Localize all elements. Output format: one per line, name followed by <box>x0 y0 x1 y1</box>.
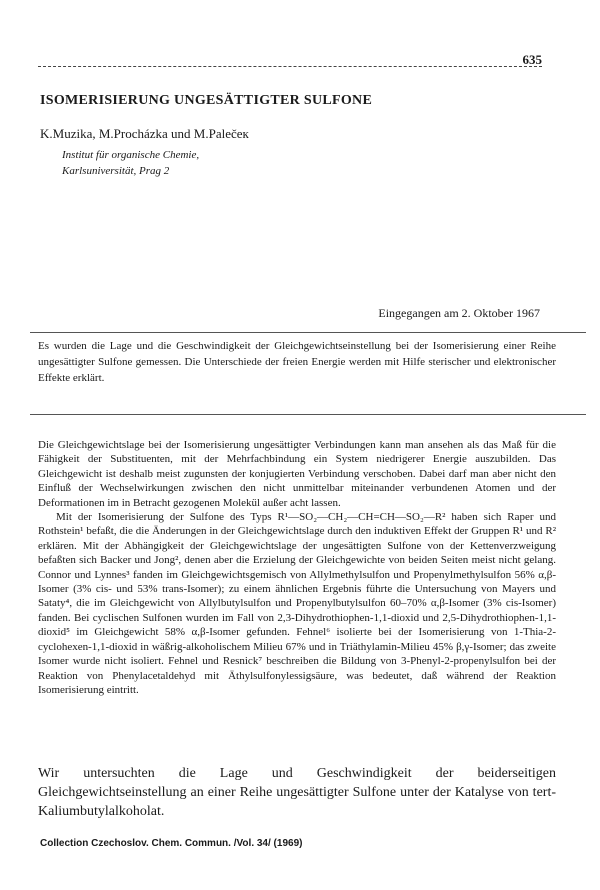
summary-paragraph: Wir untersuchten die Lage und Geschwindigkeit der beiderseitigen Gleichgewichtseinstellung an einer Reihe ungesättigter Sulfone unter der Katalyse von tert-Kaliumbutylalkoholat. <box>38 766 556 819</box>
body-paragraph: Die Gleichgewichtslage bei der Isomerisierung ungesättigter Verbindungen kann man ansehen als das Maß für die Fähigkeit der Substituenten, mit der Mehrfachbindung ein System niedrigerer Energie auszubilden. Das Gleichgewicht ist deshalb meist zugunsten der konjugierten Verbindung verschoben. Dabei darf man aber nicht den Einfluß der Wechselwirkungen zwischen den nicht unmittelbar miteinander verbundenen Atomen und der Deformationen im in Betracht gezogenen Molekül außer acht lassen. <box>38 439 556 509</box>
authors: K.Muzika, M.Procházka und M.Palečeк <box>40 126 249 141</box>
body-paragraph: Mit der Isomerisierung der Sulfone des Typs R¹—SO₂—CH₂—CH=CH—SO₂—R² haben sich Raper und Rothstein¹ befaßt, die die Änderungen in der Gleichgewichtslage durch den induktiven Effekt der Gruppen R¹ und R² erklären. Mit der Abhängigkeit der Gleichgewichtslage der ungesättigten Sulfone von der Kettenverzweigung befaßten sich Backer und Jong², denen aber die Erzielung der Gleichgewichte von beiden Seiten meist nicht gelang. Connor und Lynnes³ fanden im Gleichgewichtsgemisch von Allylmethylsulfon und Propenylmethylsulfon 56% α,β-Isomer (3% cis- und 53% trans-Isomer); zu einem ähnlichen Ergebnis führte die Untersuchung von Mayers und Sataty⁴, die im Gleichgewicht von Allylbutylsulfon und Propenylbutylsulfon 60–70% α,β-Isomer (3% cis-Isomer) fanden. Bei cyclischen Sulfonen wurden im Fall von 2,3-Dihydrothiophen-1,1-dioxid und 2,5-Dihydrothiophen-1,1-dioxid⁵ im Gleichgewicht 58% α,β-Isomer gefunden. Fehnel⁶ isolierte bei der Isomerisierung von 1-Thia-2-cyclohexen-1,1-dioxid in wäßrig-alkoholischem Milieu 67% und in Triäthylamin-Milieu 45% β,γ-Isomer; das zweite Isomer wurde nicht isoliert. Fehnel und Resnick⁷ beschreiben die Bildung von 3-Phenyl-2-propenylsulfon bei der Reaktion von Phenylacetaldehyd mit Äthylsulfonylessigsäure, was bedeutet, daß während der Reaktion Isomerisierung eintritt. <box>38 511 556 696</box>
affiliation-line: Karlsuniversität, Prag 2 <box>62 165 170 177</box>
journal-footer: Collection Czechoslov. Chem. Commun. /Vol. 34/ (1969) <box>40 838 303 849</box>
affiliation <box>62 147 199 179</box>
abstract-rule-bottom <box>30 414 586 415</box>
page-number: 635 <box>522 52 542 67</box>
affiliation-line: Institut für organische Chemie, <box>62 149 200 161</box>
abstract: Es wurden die Lage und die Geschwindigkeit der Gleichgewichtseinstellung bei der Isomerisierung einer Reihe ungesättigter Sulfone gemessen. Die Unterschiede der freien Energie werden mit Hilfe sterischer und elektronischer Effekte erklärt. <box>38 340 556 384</box>
header-rule <box>38 66 542 67</box>
body-text <box>38 438 556 697</box>
received-date: Eingegangen am 2. Oktober 1967 <box>378 306 540 320</box>
abstract-rule-top <box>30 332 586 333</box>
paper-title: ISOMERISIERUNG UNGESÄTTIGTER SULFONE <box>40 93 373 108</box>
